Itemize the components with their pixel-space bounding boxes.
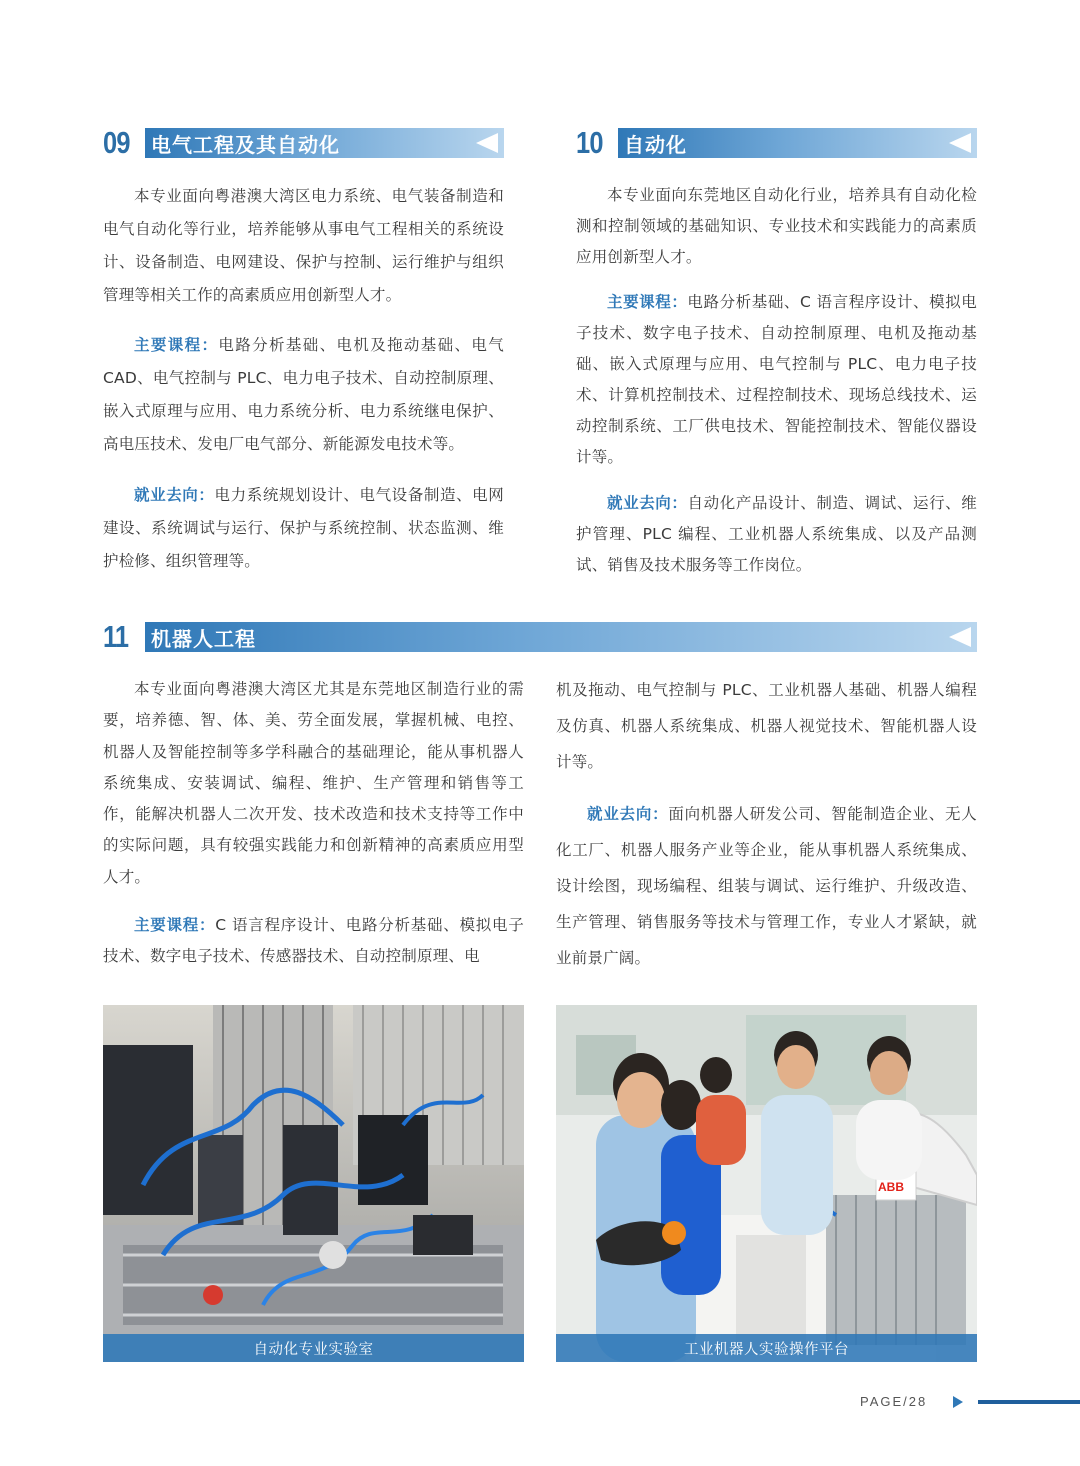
triangle-icon: [949, 133, 971, 153]
jobs-label: 就业去向：: [607, 494, 688, 512]
automation-lab-photo: [103, 1005, 524, 1362]
section-title-bar: [618, 128, 977, 158]
courses-paragraph: [103, 329, 504, 461]
jobs-paragraph: [556, 796, 977, 976]
section-intro: 本专业面向粤港澳大湾区电力系统、电气装备制造和电气自动化等行业，培养能够从事电气工程相关的系统设计、设备制造、电网建设、保护与控制、运行维护与组织管理等相关工作的高素质应用创新型人才。: [103, 187, 504, 304]
section-number: 11: [103, 619, 129, 654]
section-title: 机器人工程: [151, 626, 256, 651]
jobs-label: 就业去向：: [587, 805, 669, 823]
courses-paragraph: [576, 287, 977, 473]
triangle-icon: [476, 133, 498, 153]
page-number: PAGE/28: [860, 1394, 928, 1409]
courses-text: 电路分析基础、电机及拖动基础、电气CAD、电气控制与 PLC、电力电子技术、自动控制原理、嵌入式原理与应用、电力系统分析、电力系统继电保护、高电压技术、发电厂电气部分、新能源发电技术等。: [103, 336, 504, 453]
courses-label: 主要课程：: [134, 916, 216, 934]
section-number: 09: [103, 125, 130, 160]
section-header-10: [576, 125, 977, 160]
robot-platform-photo: [556, 1005, 977, 1362]
jobs-text: 自动化产品设计、制造、调试、运行、维 护管理、PLC 编程、工业机器人系统集成、以及产品测试、销售及技术服务等工作岗位。: [576, 494, 977, 574]
section-title: 自动化: [624, 132, 687, 157]
courses-continuation: 机及拖动、电气控制与 PLC、工业机器人基础、机器人编程及仿真、机器人系统集成、机器人视觉技术、智能机器人设计等。: [556, 681, 977, 771]
courses-text: 电路分析基础、C 语言程序设计、模拟电子技术、数字电子技术、自动控制原理、电机及拖动基础、嵌入式原理与应用、电气控制与 PLC、电力电子技术、计算机控制技术、过程控制技术、现场总线技术、运动控制系统、工厂供电技术、智能控制技术、智能仪器设计等。: [576, 293, 977, 466]
svg-text:ABB: ABB: [878, 1180, 904, 1194]
lab-equipment-image: [103, 1005, 524, 1362]
section-intro: 本专业面向东莞地区自动化行业，培养具有自动化检测和控制领域的基础知识、专业技术和实践能力的高素质应用创新型人才。: [576, 186, 977, 266]
courses-paragraph: [103, 910, 524, 973]
jobs-label: 就业去向：: [134, 486, 215, 504]
section-title-bar: [145, 128, 504, 158]
courses-label: 主要课程：: [134, 336, 219, 354]
jobs-text: 面向机器人研发公司、智能制造企业、无人化工厂、机器人服务产业等企业，能从事机器人系统集成、设计绘图，现场编程、组装与调试、运行维护、升级改造、生产管理、销售服务等技术与管理工作，专业人才紧缺，就业前景广阔。: [556, 805, 977, 967]
triangle-icon: [949, 627, 971, 647]
courses-text-left: C 语言程序设计、电路分析基础、模拟电子技术、数字电子技术、传感器技术、自动控制原理、电: [103, 916, 524, 966]
photo-caption: 自动化专业实验室: [103, 1334, 524, 1362]
section-title: 电气工程及其自动化: [151, 132, 340, 157]
section-intro: 本专业面向粤港澳大湾区尤其是东莞地区制造行业的需要，培养德、智、体、美、劳全面发展，掌握机械、电控、机器人及智能控制等多学科融合的基础理论，能从事机器人系统集成、安装调试、编程、维护、生产管理和销售等工作，能解决机器人二次开发、技术改造和技术支持等工作中的实际问题，具有较强实践能力和创新精神的高素质应用型人才。: [103, 680, 524, 886]
courses-label: 主要课程：: [607, 293, 688, 311]
section-title-bar: [145, 622, 977, 652]
section-number: 10: [576, 125, 603, 160]
section-header-11: [103, 619, 977, 654]
section-header-09: [103, 125, 504, 160]
jobs-paragraph: [576, 488, 977, 581]
robot-lab-image: [556, 1005, 977, 1362]
jobs-text: 电力系统规划设计、电气设备制造、电网建设、系统调试与运行、保护与系统控制、状态监测、维护检修、组织管理等。: [103, 486, 504, 570]
footer-rule: [978, 1400, 1080, 1404]
play-triangle-icon: [953, 1396, 963, 1408]
jobs-paragraph: [103, 479, 504, 578]
photo-caption: 工业机器人实验操作平台: [556, 1334, 977, 1362]
